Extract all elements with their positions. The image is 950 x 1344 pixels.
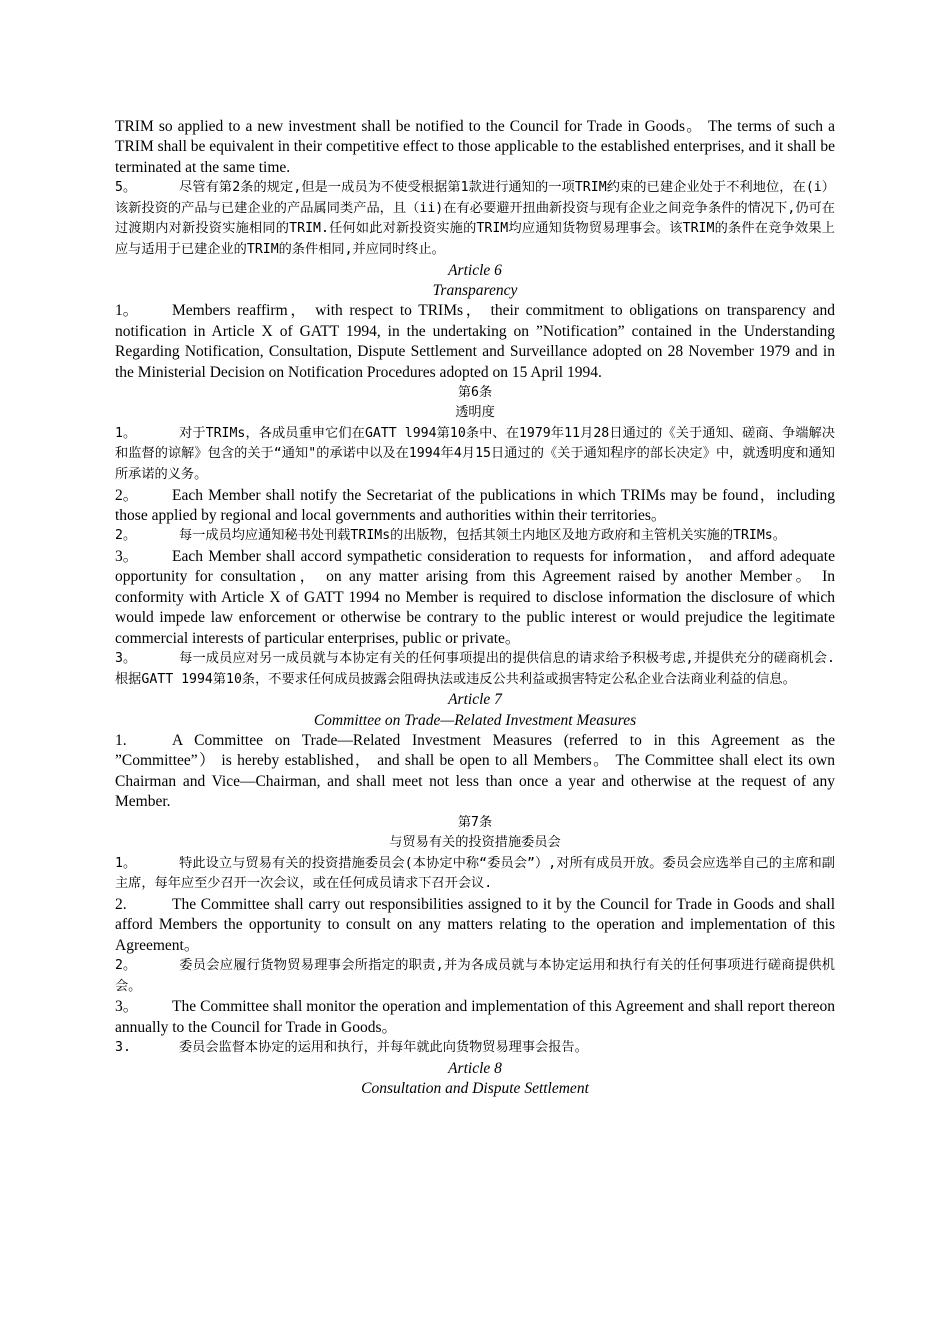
- paragraph-text: 对于TRIMs，各成员重申它们在GATT l994第10条中、在1979年11月28日通过的《关于通知、磋商、争端解决和监督的谅解》包含的关于“通知"的承诺中以及在1994年4月15日通过的《关于通知程序的部长决定》中，就透明度和通知所承诺的义务。: [115, 425, 835, 483]
- paragraph-text: A Committee on Trade—Related Investment Measures (referred to in this Agreement as the ”Committee”） is hereby established， and shall be open to all Members。 The Committee shall elect its own Chairman and Vice—Chairman, and shall meet not less than once a year and otherwise at the request of any Member.: [115, 732, 835, 811]
- paragraph-zh: [115, 956, 835, 997]
- article-heading-zh: 第7条: [457, 814, 493, 830]
- paragraph-zh: [115, 178, 835, 260]
- paragraph-number: 2。: [115, 528, 137, 544]
- paragraph-number: 3。: [115, 651, 137, 667]
- paragraph-number: 2.: [115, 895, 127, 913]
- paragraph-number: 2。: [115, 957, 137, 973]
- article-heading: Article 7: [448, 691, 502, 709]
- paragraph-text: Each Member shall notify the Secretariat of the publications in which TRIMs may be found，including those applied by regional and local governments and authorities within their territories。: [115, 486, 835, 525]
- paragraph-number: 1。: [115, 302, 139, 320]
- paragraph-zh: [115, 526, 835, 547]
- document-page: [115, 117, 835, 1099]
- paragraph-text: 每一成员均应通知秘书处刊载TRIMs的出版物，包括其领土内地区及地方政府和主管机关实施的TRIMs。: [179, 528, 786, 544]
- article-subheading: Committee on Trade—Related Investment Measures: [313, 711, 637, 729]
- article-subheading-zh: 透明度: [455, 405, 495, 421]
- paragraph-number: 1.: [115, 732, 127, 750]
- paragraph-en: TRIM so applied to a new investment shall be notified to the Council for Trade in Goods。 The terms of such a TRIM shall be equivalent in their competitive effect to those applicable to the established enterprises, and it shall be terminated at the same time.: [115, 118, 835, 176]
- paragraph-en: [115, 731, 835, 813]
- paragraph-text: 委员会监督本协定的运用和执行，并每年就此向货物贸易理事会报告。: [179, 1039, 588, 1055]
- paragraph-number: 3.: [115, 1039, 131, 1055]
- paragraph-number: 3。: [115, 548, 139, 566]
- paragraph-en: [115, 301, 835, 383]
- paragraph-en: [115, 486, 835, 527]
- paragraph-number: 5。: [115, 180, 137, 196]
- article-subheading: Transparency: [432, 282, 518, 299]
- paragraph-number: 1。: [115, 425, 137, 441]
- paragraph-en: [115, 547, 835, 649]
- paragraph-en: [115, 997, 835, 1038]
- article-heading: Article 8: [448, 1059, 502, 1077]
- article-heading: Article 6: [448, 261, 502, 279]
- article-subheading: Consultation and Dispute Settlement: [361, 1079, 589, 1097]
- paragraph-text: 尽管有第2条的规定,但是一成员为不使受根据第1款进行通知的一项TRIM约束的已建企业处于不利地位，在(i）该新投资的产品与已建企业的产品属同类产品，且（ii)在有必要避开扭曲新投资与现有企业之间竞争条件的情况下,仍可在过渡期内对新投资实施相同的TRIM.任何如此对新投资实施的TRIM均应通知货物贸易理事会。该TRIM的条件在竞争效果上应与适用于已建企业的TRIM的条件相同,并应同时终止。: [115, 180, 835, 257]
- paragraph-text: Members reaffirm， with respect to TRIMs， their commitment to obligations on transparency and notification in Article X of GATT 1994, in the undertaking on ”Notification” contained in the Understanding Regarding Notification, Consultation, Dispute Settlement and Surveillance adopted on 28 November 1979 and in the Ministerial Decision on Notification Procedures adopted on 15 April 1994.: [115, 302, 835, 381]
- paragraph-text: 特此设立与贸易有关的投资措施委员会(本协定中称“委员会”）,对所有成员开放。委员会应选举自己的主席和副主席，每年应至少召开一次会议，或在任何成员请求下召开会议.: [115, 855, 835, 892]
- paragraph-zh: [115, 854, 835, 895]
- article-subheading-zh: 与贸易有关的投资措施委员会: [389, 835, 561, 851]
- paragraph-text: 委员会应履行货物贸易理事会所指定的职责,并为各成员就与本协定运用和执行有关的任何事项进行磋商提供机会。: [115, 957, 835, 994]
- paragraph-number: 1。: [115, 855, 137, 871]
- paragraph-zh: [115, 1038, 835, 1059]
- paragraph-en: [115, 895, 835, 956]
- paragraph-number: 2。: [115, 486, 139, 504]
- article-heading-zh: 第6条: [457, 385, 493, 401]
- paragraph-zh: [115, 649, 835, 690]
- paragraph-text: Each Member shall accord sympathetic consideration to requests for information， and afford adequate opportunity for consultation， on any matter arising from this Agreement raised by another Member。 In conformity with Article X of GATT 1994 no Member is required to disclose information the disclosure of which would impede law enforcement or otherwise be contrary to the public interest or would prejudice the legitimate commercial interests of particular enterprises, public or private。: [115, 548, 835, 647]
- paragraph-zh: [115, 424, 835, 486]
- paragraph-text: 每一成员应对另一成员就与本协定有关的任何事项提出的提供信息的请求给予积极考虑,并提供充分的磋商机会.根据GATT 1994第10条，不要求任何成员披露会阻碍执法或违反公共利益或损害特定公私企业合法商业利益的信息。: [115, 651, 835, 687]
- paragraph-text: The Committee shall monitor the operation and implementation of this Agreement and shall report thereon annually to the Council for Trade in Goods。: [115, 998, 835, 1036]
- paragraph-text: The Committee shall carry out responsibilities assigned to it by the Council for Trade in Goods and shall afford Members the opportunity to consult on any matters relating to the operation and implementation of this Agreement。: [115, 895, 835, 954]
- paragraph-number: 3。: [115, 998, 139, 1016]
